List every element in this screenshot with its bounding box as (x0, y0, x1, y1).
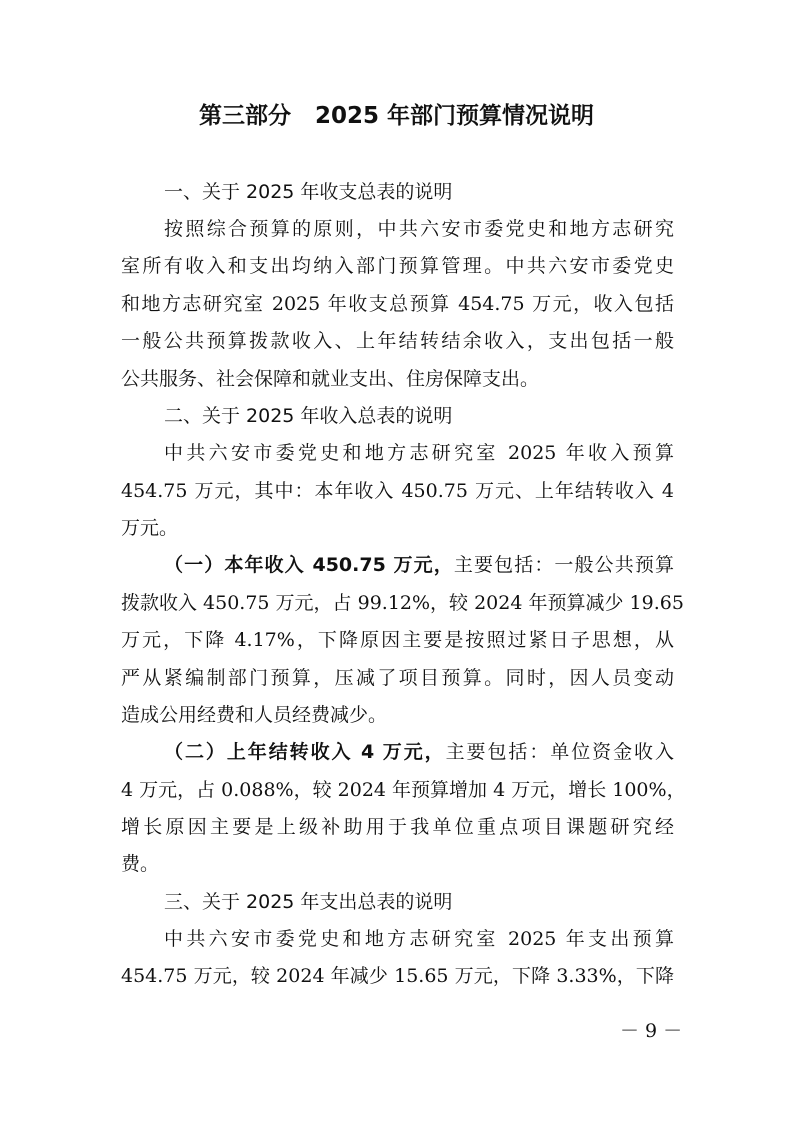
section-1-line-3: 和地方志研究室 2025 年收支总预算 454.75 万元，收入包括 (121, 293, 674, 315)
income-carryover-line-3: 增长原因主要是上级补助用于我单位重点项目课题研究经 (121, 816, 674, 838)
section-3-line-2: 454.75 万元，较 2024 年减少 15.65 万元，下降 3.33%，下降 (121, 965, 674, 987)
section-1-line-4: 一般公共预算拨款收入、上年结转结余收入，支出包括一般 (121, 330, 674, 352)
title-text: 2025 年部门预算情况说明 (314, 103, 595, 129)
income-current-year-line-4: 严从紧编制部门预算，压减了项目预算。同时，因人员变动 (121, 667, 674, 689)
income-current-year-line-2: 拨款收入 450.75 万元，占 99.12%，较 2024 年预算减少 19.65 (121, 592, 684, 614)
page-number: － 9 － (620, 1020, 683, 1042)
income-carryover-line-4: 费。 (121, 853, 160, 875)
title-part: 第三部分 (198, 103, 291, 129)
income-carryover-lead: （二）上年结转收入 4 万元， (164, 741, 446, 763)
income-carryover-line-1 (164, 737, 674, 767)
page-title (0, 101, 793, 131)
income-carryover-rest: 主要包括：单位资金收入 (445, 741, 674, 763)
section-1-line-5: 公共服务、社会保障和就业支出、住房保障支出。 (121, 368, 540, 390)
section-2-line-2: 454.75 万元，其中：本年收入 450.75 万元、上年结转收入 4 (121, 480, 674, 502)
income-current-year-line-3: 万元，下降 4.17%，下降原因主要是按照过紧日子思想，从 (121, 629, 674, 651)
section-3-line-1: 中共六安市委党史和地方志研究室 2025 年支出预算 (164, 928, 674, 950)
income-current-year-line-5: 造成公用经费和人员经费减少。 (121, 704, 388, 726)
section-2-line-3: 万元。 (121, 517, 179, 539)
income-current-year-lead: （一）本年收入 450.75 万元， (164, 554, 454, 576)
section-1-heading: 一、关于 2025 年收支总表的说明 (164, 181, 453, 203)
income-current-year-line-1 (164, 550, 674, 580)
section-1-line-1: 按照综合预算的原则，中共六安市委党史和地方志研究 (164, 218, 674, 240)
section-3-heading: 三、关于 2025 年支出总表的说明 (164, 891, 453, 913)
income-carryover-line-2: 4 万元，占 0.088%，较 2024 年预算增加 4 万元，增长 100%， (121, 779, 686, 801)
section-2-line-1: 中共六安市委党史和地方志研究室 2025 年收入预算 (164, 442, 674, 464)
section-1-line-2: 室所有收入和支出均纳入部门预算管理。中共六安市委党史 (121, 255, 674, 277)
income-current-year-rest: 主要包括：一般公共预算 (453, 554, 674, 576)
section-2-heading: 二、关于 2025 年收入总表的说明 (164, 405, 453, 427)
